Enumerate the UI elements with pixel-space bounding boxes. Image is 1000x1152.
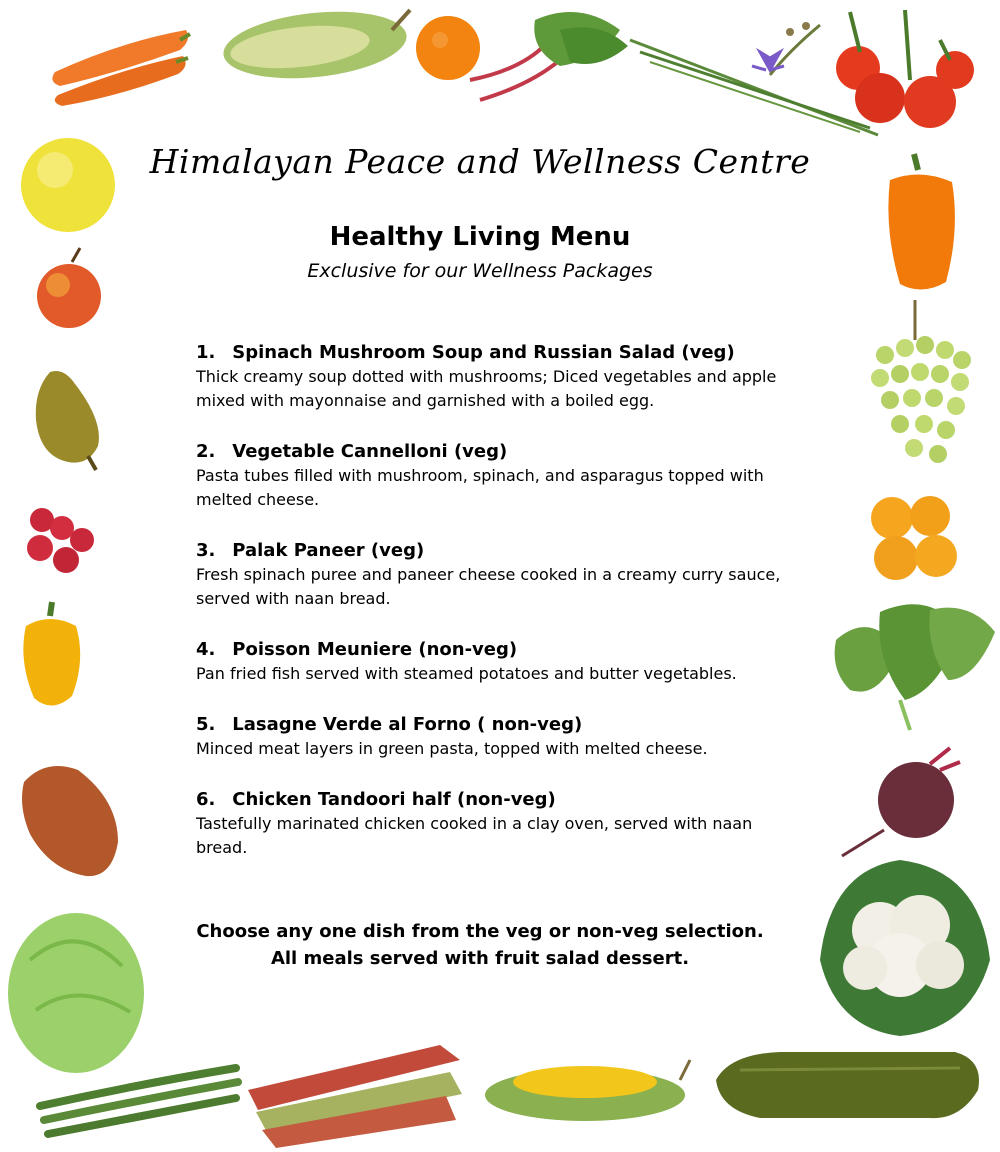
green-beans-image: [40, 1068, 238, 1134]
menu-item-description: Fresh spinach puree and paneer cheese cooked in a creamy curry sauce, served with naan bread.: [196, 565, 781, 608]
menu-item: [196, 341, 806, 413]
menu-item-number: 1.: [196, 342, 216, 363]
centre-name: Himalayan Peace and Wellness Centre: [149, 142, 811, 181]
chives-image: [630, 40, 878, 135]
menu-item-title: [196, 341, 806, 365]
menu-item: [196, 440, 806, 512]
rhubarb-image: [248, 1045, 462, 1148]
menu-item: [196, 788, 806, 860]
menu-item-description: Pan fried fish served with steamed potatoes and butter vegetables.: [196, 664, 737, 683]
chard-image: [470, 12, 628, 100]
menu-item-number: 6.: [196, 789, 216, 810]
zucchini-image: [716, 1052, 979, 1118]
menu-item-description: Pasta tubes filled with mushroom, spinach, and asparagus topped with melted cheese.: [196, 466, 764, 509]
menu-item-number: 3.: [196, 540, 216, 561]
menu-item-description: Tastefully marinated chicken cooked in a clay oven, served with naan bread.: [196, 814, 753, 857]
menu-item-name: Poisson Meuniere (non-veg): [232, 639, 518, 660]
tomatoes-image: [836, 10, 974, 128]
menu-item-description: Thick creamy soup dotted with mushrooms; Diced vegetables and apple mixed with mayonnaise and garnished with a boiled egg.: [196, 367, 777, 410]
menu-item-name: Vegetable Cannelloni (veg): [232, 441, 508, 462]
menu-item-name: Chicken Tandoori half (non-veg): [232, 789, 556, 810]
green-grapes-image: [871, 300, 971, 463]
menu-item-title: [196, 539, 806, 563]
pear-image: [36, 371, 99, 470]
footer-line-selection: Choose any one dish from the veg or non-veg selection.: [196, 921, 764, 942]
apricots-image: [871, 496, 957, 580]
menu-item-name: Spinach Mushroom Soup and Russian Salad (veg): [232, 342, 735, 363]
raspberries-image: [27, 508, 94, 573]
yellow-pepper-image: [23, 602, 80, 706]
footer-note: [0, 918, 960, 972]
menu-item-number: 5.: [196, 714, 216, 735]
menu-item-title: [196, 638, 806, 662]
menu-item-name: Palak Paneer (veg): [232, 540, 425, 561]
menu-item: [196, 713, 806, 761]
sweet-potato-image: [22, 766, 118, 876]
carrots-image: [52, 30, 190, 106]
menu-item-title: [196, 788, 806, 812]
menu-item-title: [196, 440, 806, 464]
menu-item-number: 4.: [196, 639, 216, 660]
menu-subtitle: Exclusive for our Wellness Packages: [307, 260, 653, 282]
menu-item: [196, 539, 806, 611]
spinach-image: [835, 604, 995, 730]
menu-title: Healthy Living Menu: [329, 222, 631, 252]
orange-image: [416, 16, 480, 80]
beetroot-image: [842, 748, 960, 856]
herb-flowers-image: [752, 22, 820, 75]
menu-item-title: [196, 713, 806, 737]
menu-item-name: Lasagne Verde al Forno ( non-veg): [232, 714, 583, 735]
footer-line-dessert: All meals served with fruit salad dessert.: [270, 948, 690, 969]
corn-cob-image: [485, 1060, 690, 1121]
menu-list: [196, 341, 806, 887]
menu-item: [196, 638, 806, 686]
menu-item-number: 2.: [196, 441, 216, 462]
menu-item-description: Minced meat layers in green pasta, topped with melted cheese.: [196, 739, 708, 758]
corn-image: [220, 4, 410, 87]
